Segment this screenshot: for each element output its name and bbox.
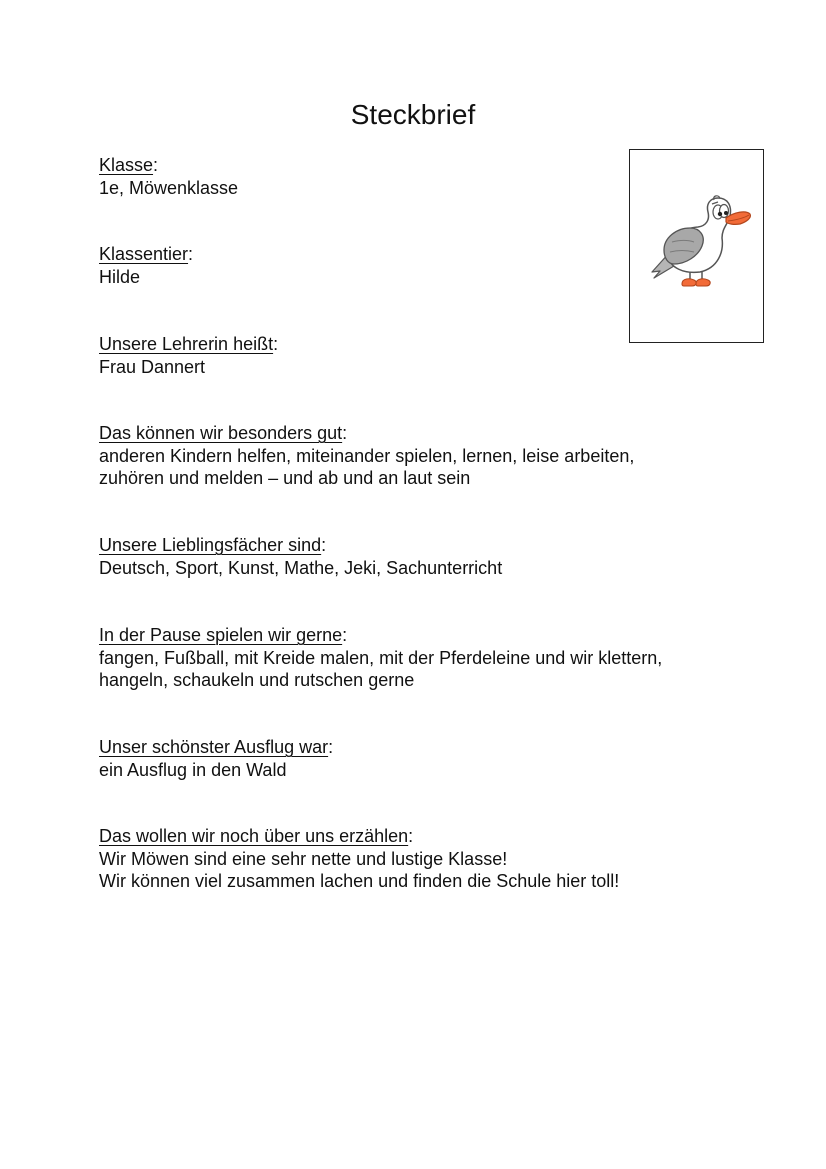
section-label: Unsere Lehrerin heißt	[99, 334, 274, 354]
section-heading	[99, 624, 739, 647]
section-label: Das wollen wir noch über uns erzählen	[99, 826, 409, 846]
section-pause	[99, 624, 739, 692]
label-colon: :	[342, 625, 348, 645]
section-value: anderen Kindern helfen, miteinander spielen, lernen, leise arbeiten,	[99, 445, 635, 466]
section-value: 1e, Möwenklasse	[99, 177, 239, 198]
class-mascot-frame	[629, 149, 764, 343]
seagull-icon	[648, 194, 752, 294]
section-value: zuhören und melden – und ab und an laut sein	[99, 468, 471, 488]
label-colon: :	[408, 826, 414, 846]
section-value: Hilde	[99, 266, 141, 287]
section-label: In der Pause spielen wir gerne	[99, 625, 343, 645]
section-value: Deutsch, Sport, Kunst, Mathe, Jeki, Sachunterricht	[99, 557, 503, 578]
label-colon: :	[153, 155, 159, 175]
section-value: hangeln, schaukeln und rutschen gerne	[99, 670, 415, 690]
section-heading	[99, 736, 739, 759]
section-value: Frau Dannert	[99, 356, 206, 377]
section-heading	[99, 422, 739, 445]
section-lieblingsfaecher	[99, 534, 739, 579]
page-title: Steckbrief	[350, 99, 476, 130]
section-label: Klassentier	[99, 244, 189, 264]
label-colon: :	[321, 535, 327, 555]
section-value: Wir können viel zusammen lachen und finden die Schule hier toll!	[99, 871, 620, 891]
label-colon: :	[328, 737, 334, 757]
label-colon: :	[342, 423, 348, 443]
section-ausflug	[99, 736, 739, 781]
section-koennen	[99, 422, 739, 490]
section-heading	[99, 534, 739, 557]
section-value: Wir Möwen sind eine sehr nette und lustige Klasse!	[99, 848, 508, 869]
section-heading	[99, 825, 739, 848]
section-label: Klasse	[99, 155, 154, 175]
section-label: Unsere Lieblingsfächer sind	[99, 535, 322, 555]
section-label: Das können wir besonders gut	[99, 423, 343, 443]
section-value: ein Ausflug in den Wald	[99, 759, 287, 780]
section-erzaehlen	[99, 825, 739, 893]
section-value: fangen, Fußball, mit Kreide malen, mit der Pferdeleine und wir klettern,	[99, 647, 663, 668]
label-colon: :	[188, 244, 194, 264]
section-label: Unser schönster Ausflug war	[99, 737, 329, 757]
label-colon: :	[273, 334, 279, 354]
